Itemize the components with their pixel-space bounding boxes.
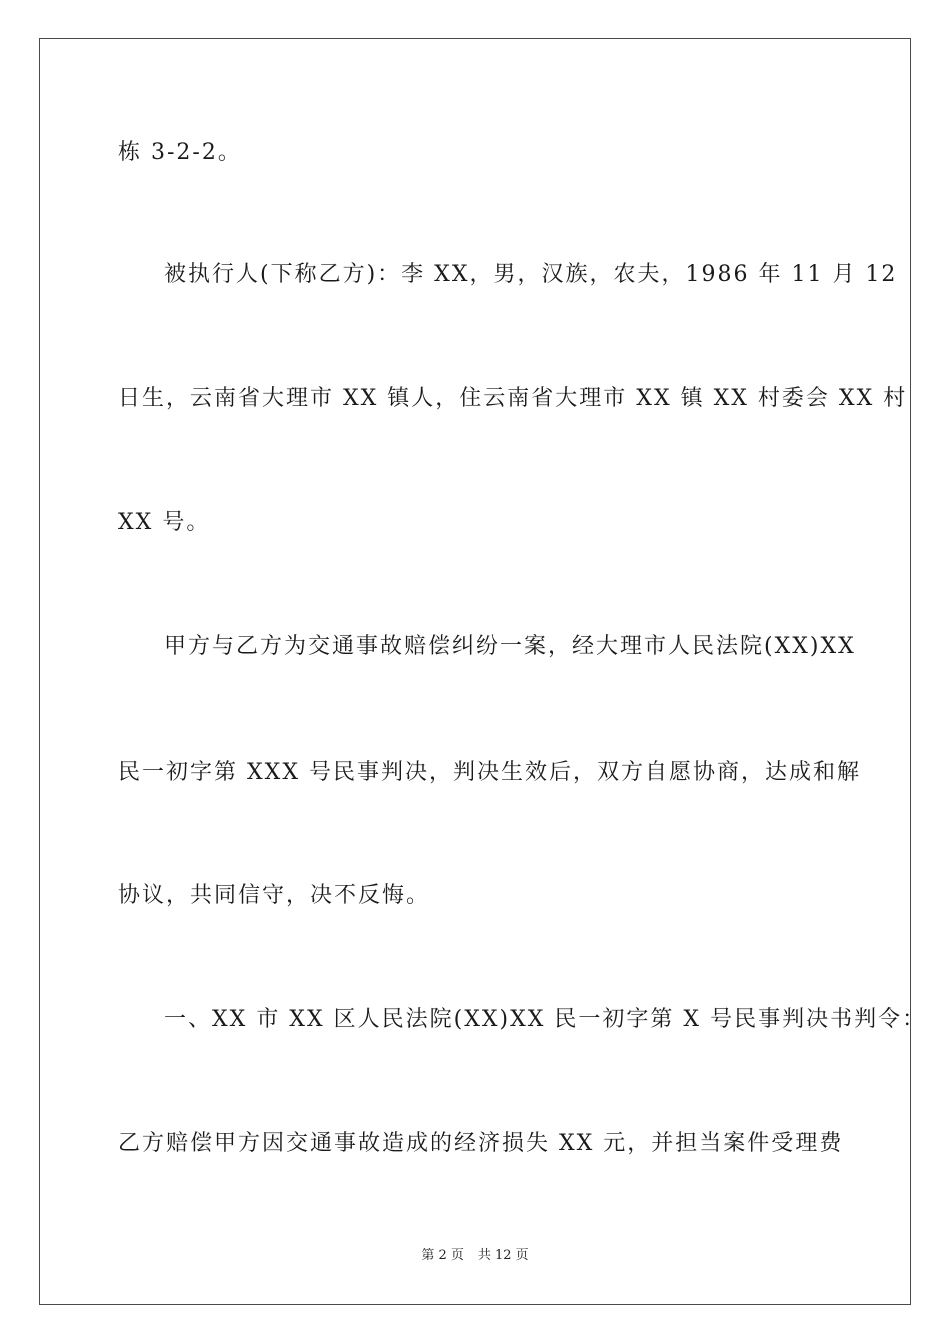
text-line-1: 栋 3-2-2。 (118, 140, 242, 165)
text-line-2: 被执行人(下称乙方)：李 XX，男，汉族，农夫，1986 年 11 月 12 (164, 262, 898, 287)
text-line-9: 乙方赔偿甲方因交通事故造成的经济损失 XX 元，并担当案件受理费 (118, 1131, 844, 1156)
page-number: 第 2 页 (421, 1248, 464, 1263)
page-footer (0, 1247, 950, 1265)
text-line-6: 民一初字第 XXX 号民事判决，判决生效后，双方自愿协商，达成和解 (118, 760, 861, 785)
text-line-7: 协议，共同信守，决不反悔。 (118, 883, 431, 908)
text-line-5: 甲方与乙方为交通事故赔偿纠纷一案，经大理市人民法院(XX)XX (164, 634, 856, 659)
page-border (39, 38, 927, 1305)
page-total: 共 12 页 (477, 1248, 529, 1263)
text-line-4: XX 号。 (118, 510, 211, 535)
text-line-3: 日生，云南省大理市 XX 镇人，住云南省大理市 XX 镇 XX 村委会 XX 村 (118, 386, 908, 411)
text-line-8: 一、XX 市 XX 区人民法院(XX)XX 民一初字第 X 号民事判决书判令： (164, 1007, 927, 1032)
